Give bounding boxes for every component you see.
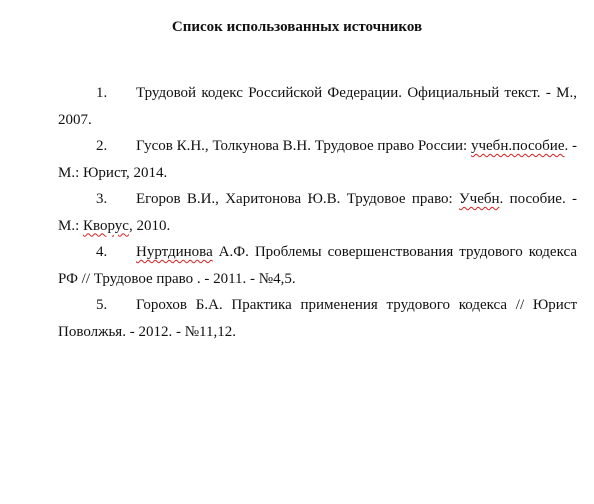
reference-text: Гусов К.Н., Толкунова В.Н. Трудовое право России: bbox=[136, 138, 471, 154]
spellcheck-flagged-word: Нуртдинова bbox=[136, 244, 213, 260]
reference-number: 2. bbox=[96, 138, 108, 154]
reference-number: 3. bbox=[96, 191, 108, 207]
reference-list bbox=[58, 80, 577, 345]
reference-item bbox=[58, 133, 577, 186]
reference-text: Трудовой кодекс Российской Федерации. Официальный текст. - М., 2007. bbox=[58, 85, 577, 128]
reference-item bbox=[58, 186, 577, 239]
reference-text: , 2010. bbox=[128, 217, 171, 234]
reference-text: Горохов Б.А. Практика применения трудового кодекса // Юрист Поволжья. - 2012. - №11,12. bbox=[58, 297, 577, 340]
reference-item bbox=[58, 239, 577, 292]
spellcheck-flagged-word: учебн.пособие bbox=[470, 138, 565, 154]
reference-item bbox=[58, 292, 577, 345]
reference-number: 5. bbox=[96, 297, 108, 313]
reference-text: . - М.: Юрист, 2014. bbox=[58, 138, 577, 181]
reference-text: . пособие. - М.: bbox=[58, 191, 577, 234]
spellcheck-flagged-word: Кворус bbox=[83, 217, 129, 234]
reference-text: Егоров В.И., Харитонова Ю.В. Трудовое право: bbox=[136, 191, 460, 207]
reference-text: А.Ф. Проблемы совершенствования трудового кодекса РФ // Трудовое право . - 2011. - №4,5. bbox=[58, 244, 577, 287]
reference-number: 4. bbox=[96, 244, 108, 260]
reference-number: 1. bbox=[96, 85, 108, 101]
reference-item bbox=[58, 80, 577, 133]
spellcheck-flagged-word: Учебн bbox=[459, 191, 500, 207]
document-title: Список использованных источников bbox=[171, 19, 423, 35]
